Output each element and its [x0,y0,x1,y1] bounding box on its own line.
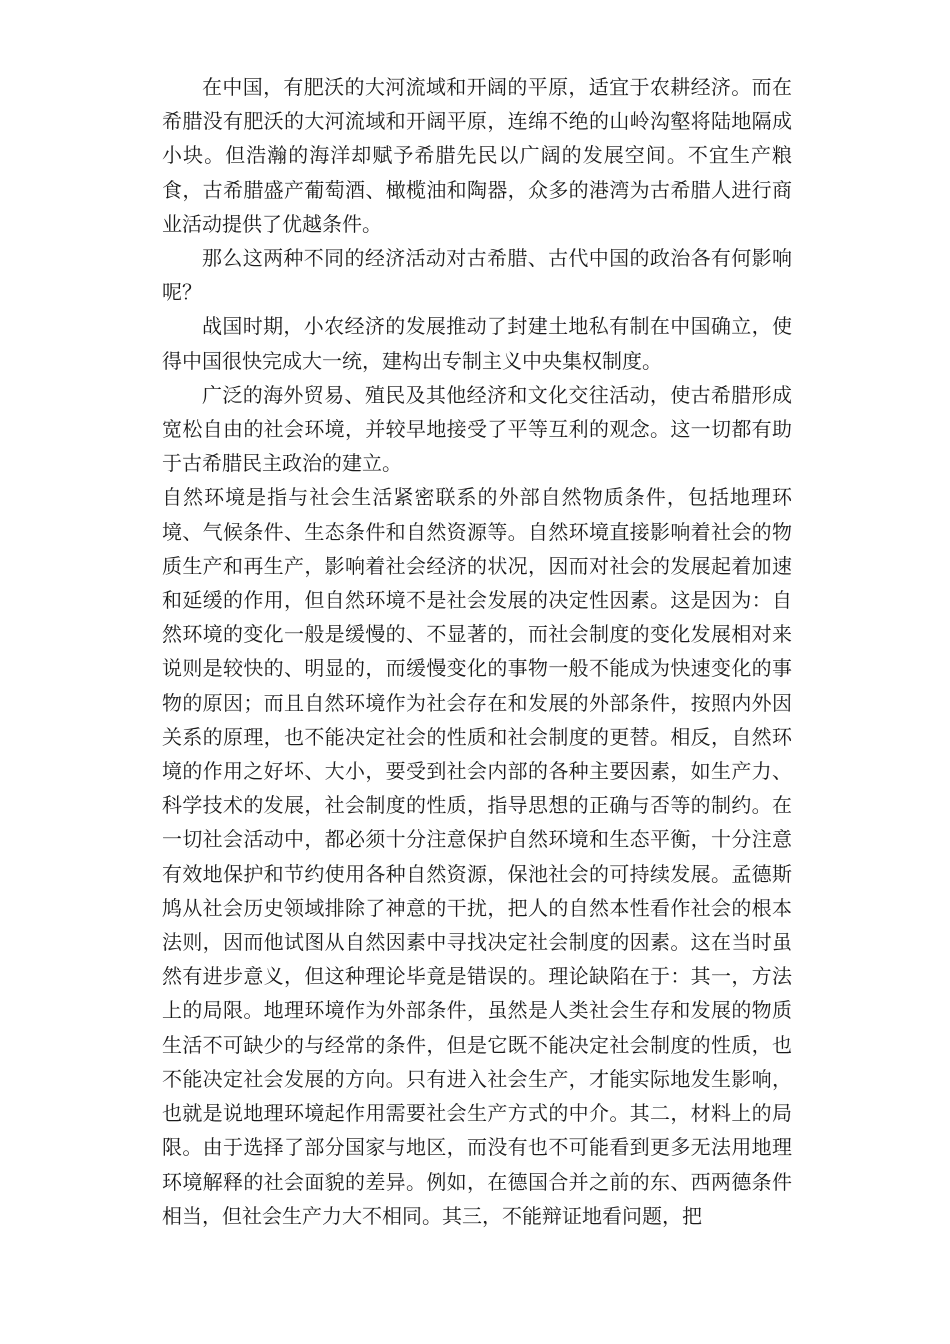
document-body [162,70,792,1233]
paragraph-china: 战国时期，小农经济的发展推动了封建土地私有制在中国确立，使得中国很快完成大一统，建构出专制主义中央集权制度。 [162,314,792,373]
paragraph-question: 那么这两种不同的经济活动对古希腊、古代中国的政治各有何影响呢？ [162,246,792,305]
paragraph-greece: 广泛的海外贸易、殖民及其他经济和文化交往活动，使古希腊形成宽松自由的社会环境，并较早地接受了平等互利的观念。这一切都有助于古希腊民主政治的建立。 [162,382,792,476]
paragraph-natural-environment: 自然环境是指与社会生活紧密联系的外部自然物质条件，包括地理环境、气候条件、生态条件和自然资源等。自然环境直接影响着社会的物质生产和再生产，影响着社会经济的状况，因而对社会的发展起着加速和延缓的作用，但自然环境不是社会发展的决定性因素。这是因为：自然环境的变化一般是缓慢的、不显著的，而社会制度的变化发展相对来说则是较快的、明显的，而缓慢变化的事物一般不能成为快速变化的事物的原因；而且自然环境作为社会存在和发展的外部条件，按照内外因关系的原理，也不能决定社会的性质和社会制度的更替。相反，自然环境的作用之好坏、大小，要受到社会内部的各种主要因素，如生产力、科学技术的发展，社会制度的性质，指导思想的正确与否等的制约。在一切社会活动中，都必须十分注意保护自然环境和生态平衡，十分注意有效地保护和节约使用各种自然资源，保池社会的可持续发展。孟德斯鸠从社会历史领域排除了神意的干扰，把人的自然本性看作社会的根本法则，因而他试图从自然因素中寻找决定社会制度的因素。这在当时虽然有进步意义，但这种理论毕竟是错误的。理论缺陷在于：其一，方法上的局限。地理环境作为外部条件，虽然是人类社会生存和发展的物质生活不可缺少的与经常的条件，但是它既不能决定社会制度的性质，也不能决定社会发展的方向。只有进入社会生产，才能实际地发生影响，也就是说地理环境起作用需要社会生产方式的中介。其二，材料上的局限。由于选择了部分国家与地区，而没有也不可能看到更多无法用地理环境解释的社会面貌的差异。例如，在德国合并之前的东、西两德条件相当，但社会生产力大不相同。其三，不能辩证地看问题，把 [162,485,792,1228]
paragraph-geography: 在中国，有肥沃的大河流域和开阔的平原，适宜于农耕经济。而在希腊没有肥沃的大河流域和开阔平原，连绵不绝的山岭沟壑将陆地隔成小块。但浩瀚的海洋却赋予希腊先民以广阔的发展空间。不宜生产粮食，古希腊盛产葡萄酒、橄榄油和陶器，众多的港湾为古希腊人进行商业活动提供了优越条件。 [162,75,792,236]
